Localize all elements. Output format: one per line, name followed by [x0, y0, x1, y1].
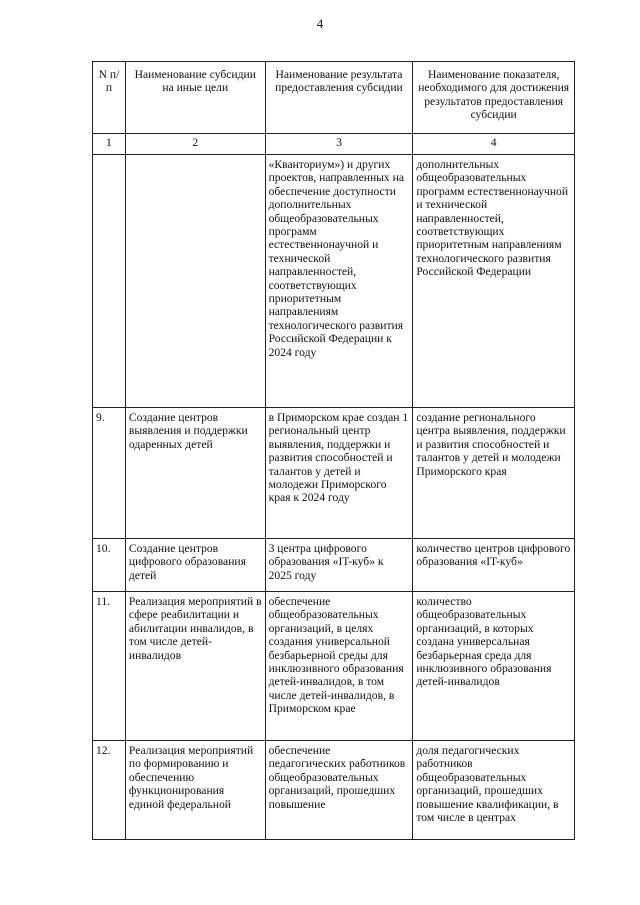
column-number-row [93, 134, 575, 155]
row-indicator: количество центров цифрового образования «IT-куб» [413, 539, 575, 592]
row-number: 12. [93, 741, 126, 840]
row-number: 11. [93, 592, 126, 741]
row-indicator: создание регионального центра выявления, поддержки и развития способностей и талантов у детей и молодежи Приморского края [413, 408, 575, 539]
row-result: 3 центра цифрового образования «IT-куб» к 2025 году [265, 539, 413, 592]
row-indicator: дополнительных общеобразовательных программ естественнонаучной и технической направленностей, соответствующих приоритетным направлениям технологического развития Российской Федерации [413, 155, 575, 408]
header-subsidy-name: Наименование субсидии на иные цели [125, 62, 265, 134]
row-result: «Кванториум») и других проектов, направленных на обеспечение доступности дополнительных общеобразовательных программ естественнонаучной и технической направленностей, соответствующих приоритетным направлениям технологического развития Российской Федерации к 2024 году [265, 155, 413, 408]
row-indicator: доля педагогических работников общеобразовательных организаций, прошедших повышение квалификации, в том числе в центрах [413, 741, 575, 840]
table-row [93, 592, 575, 741]
header-result-name: Наименование результата предоставления субсидии [265, 62, 413, 134]
row-number: 9. [93, 408, 126, 539]
column-number: 1 [93, 134, 126, 155]
column-number: 4 [413, 134, 575, 155]
row-result: обеспечение общеобразовательных организаций, в целях создания универсальной безбарьерной среды для инклюзивного образования детей-инвалидов, в том числе детей-инвалидов, в Приморском крае [265, 592, 413, 741]
table-row [93, 741, 575, 840]
column-number: 2 [125, 134, 265, 155]
table-row [93, 155, 575, 408]
row-subsidy: Реализация мероприятий в сфере реабилитации и абилитации инвалидов, в том числе детей-инвалидов [125, 592, 265, 741]
header-number: N п/п [93, 62, 126, 134]
table-row [93, 539, 575, 592]
row-subsidy: Создание центров цифрового образования детей [125, 539, 265, 592]
row-subsidy: Реализация мероприятий по формированию и обеспечению функционирования единой федеральной [125, 741, 265, 840]
row-result: в Приморском крае создан 1 региональный центр выявления, поддержки и развития способностей и талантов у детей и молодежи Приморского края к 2024 году [265, 408, 413, 539]
column-number: 3 [265, 134, 413, 155]
row-result: обеспечение педагогических работников общеобразовательных организаций, прошедших повышение [265, 741, 413, 840]
table-header-row [93, 62, 575, 134]
row-indicator: количество общеобразовательных организаций, в которых создана универсальная безбарьерная среда для инклюзивного образования детей-инвалидов [413, 592, 575, 741]
subsidy-table [92, 61, 575, 840]
row-number: 10. [93, 539, 126, 592]
row-subsidy [125, 155, 265, 408]
header-indicator-name: Наименование показателя, необходимого для достижения результатов предоставления субсидии [413, 62, 575, 134]
row-number [93, 155, 126, 408]
row-subsidy: Создание центров выявления и поддержки одаренных детей [125, 408, 265, 539]
table-row [93, 408, 575, 539]
page-number: 4 [316, 16, 324, 31]
